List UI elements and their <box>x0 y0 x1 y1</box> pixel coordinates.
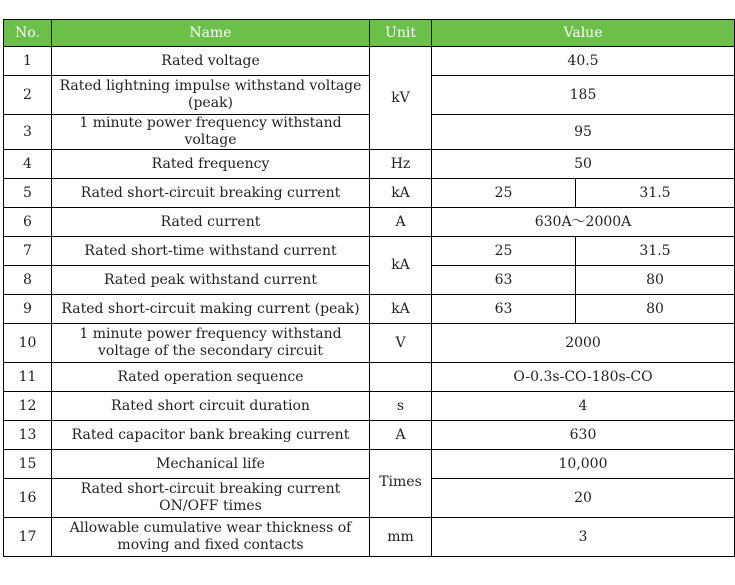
row-value: 40.5 <box>432 47 735 76</box>
row-no: 2 <box>4 76 52 115</box>
row-unit: kV <box>370 47 432 150</box>
row-value-b: 31.5 <box>576 237 735 266</box>
row-name: Rated operation sequence <box>52 363 370 392</box>
row-name: Rated short-circuit breaking current ON/OFF times <box>52 479 370 518</box>
table-row <box>4 479 735 518</box>
row-no: 1 <box>4 47 52 76</box>
table-row <box>4 115 735 150</box>
row-value-a: 25 <box>432 179 576 208</box>
header-no: No. <box>4 20 52 47</box>
row-value: 2000 <box>432 324 735 363</box>
row-unit: kA <box>370 237 432 295</box>
row-value: 20 <box>432 479 735 518</box>
row-unit: A <box>370 421 432 450</box>
table-row <box>4 421 735 450</box>
row-value: 630 <box>432 421 735 450</box>
row-name: 1 minute power frequency withstand voltage <box>52 115 370 150</box>
row-unit: Times <box>370 450 432 518</box>
row-no: 12 <box>4 392 52 421</box>
row-no: 8 <box>4 266 52 295</box>
row-name: Rated short-circuit breaking current <box>52 179 370 208</box>
table-row <box>4 363 735 392</box>
row-no: 5 <box>4 179 52 208</box>
row-unit: V <box>370 324 432 363</box>
row-unit <box>370 363 432 392</box>
row-value: 95 <box>432 115 735 150</box>
row-no: 16 <box>4 479 52 518</box>
table-header-row <box>4 20 735 47</box>
row-unit: Hz <box>370 150 432 179</box>
row-name: Rated voltage <box>52 47 370 76</box>
row-no: 15 <box>4 450 52 479</box>
row-no: 3 <box>4 115 52 150</box>
row-value: 4 <box>432 392 735 421</box>
row-no: 4 <box>4 150 52 179</box>
table-row <box>4 450 735 479</box>
row-unit: A <box>370 208 432 237</box>
row-name: Rated short circuit duration <box>52 392 370 421</box>
row-value: 185 <box>432 76 735 115</box>
row-name: Allowable cumulative wear thickness of moving and fixed contacts <box>52 518 370 557</box>
table-row <box>4 295 735 324</box>
table-row <box>4 208 735 237</box>
row-name: Mechanical life <box>52 450 370 479</box>
table-row <box>4 324 735 363</box>
row-name: Rated short-time withstand current <box>52 237 370 266</box>
row-no: 11 <box>4 363 52 392</box>
row-unit: kA <box>370 179 432 208</box>
row-no: 6 <box>4 208 52 237</box>
row-no: 10 <box>4 324 52 363</box>
row-no: 17 <box>4 518 52 557</box>
row-value-a: 63 <box>432 266 576 295</box>
row-value: O-0.3s-CO-180s-CO <box>432 363 735 392</box>
table-row <box>4 179 735 208</box>
header-unit: Unit <box>370 20 432 47</box>
specifications-table <box>3 19 735 557</box>
table-row <box>4 150 735 179</box>
row-name: Rated current <box>52 208 370 237</box>
row-value-a: 63 <box>432 295 576 324</box>
row-unit: mm <box>370 518 432 557</box>
row-value: 50 <box>432 150 735 179</box>
table-row <box>4 392 735 421</box>
row-value: 10,000 <box>432 450 735 479</box>
row-value-b: 80 <box>576 266 735 295</box>
table-row <box>4 518 735 557</box>
row-value: 3 <box>432 518 735 557</box>
row-value-b: 80 <box>576 295 735 324</box>
row-name: Rated lightning impulse withstand voltage (peak) <box>52 76 370 115</box>
row-name: 1 minute power frequency withstand voltage of the secondary circuit <box>52 324 370 363</box>
row-name: Rated peak withstand current <box>52 266 370 295</box>
row-no: 7 <box>4 237 52 266</box>
row-name: Rated frequency <box>52 150 370 179</box>
table-row <box>4 266 735 295</box>
row-value-a: 25 <box>432 237 576 266</box>
row-value-b: 31.5 <box>576 179 735 208</box>
row-name: Rated capacitor bank breaking current <box>52 421 370 450</box>
row-no: 13 <box>4 421 52 450</box>
row-name: Rated short-circuit making current (peak) <box>52 295 370 324</box>
table-row <box>4 47 735 76</box>
table-row <box>4 76 735 115</box>
row-no: 9 <box>4 295 52 324</box>
row-value: 630A～2000A <box>432 208 735 237</box>
row-unit: s <box>370 392 432 421</box>
header-name: Name <box>52 20 370 47</box>
row-unit: kA <box>370 295 432 324</box>
header-value: Value <box>432 20 735 47</box>
table-row <box>4 237 735 266</box>
